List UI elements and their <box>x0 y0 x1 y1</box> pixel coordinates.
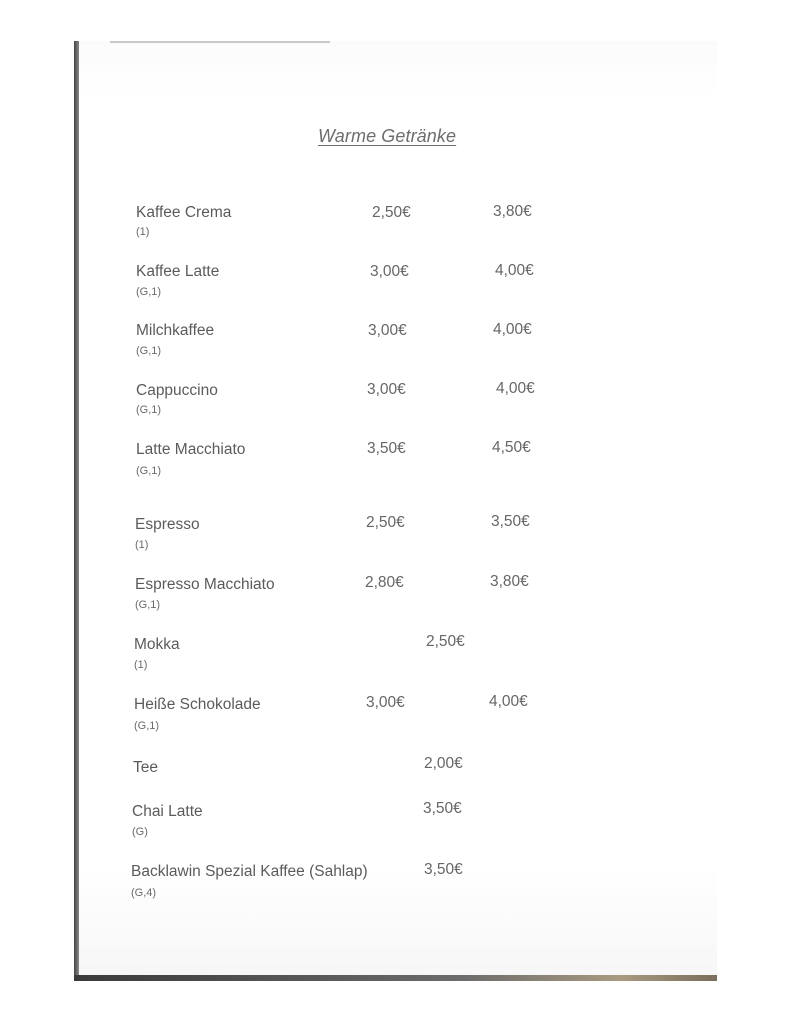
price-large: 3,50€ <box>491 513 530 530</box>
item-name: Backlawin Spezial Kaffee (Sahlap) <box>131 863 368 880</box>
item-name: Espresso <box>135 516 200 533</box>
item-allergens: (G) <box>132 826 148 838</box>
item-name: Latte Macchiato <box>136 441 246 458</box>
item-allergens: (G,1) <box>136 345 162 357</box>
item-name: Espresso Macchiato <box>135 576 275 593</box>
price-single: 2,00€ <box>424 755 463 772</box>
price-large: 4,00€ <box>496 380 535 397</box>
price-large: 4,00€ <box>493 321 532 338</box>
price-large: 3,80€ <box>493 203 532 220</box>
menu-title: Warme Getränke <box>318 126 457 146</box>
price-small: 3,50€ <box>367 440 406 457</box>
item-allergens: (G,4) <box>131 887 157 899</box>
paper-bottom-shadow <box>74 975 717 981</box>
price-small: 2,80€ <box>365 574 404 591</box>
price-single: 2,50€ <box>426 633 465 650</box>
price-large: 4,00€ <box>495 262 534 279</box>
item-name: Kaffee Crema <box>136 204 232 221</box>
item-allergens: (1) <box>135 539 149 551</box>
price-small: 3,00€ <box>366 694 405 711</box>
price-large: 4,50€ <box>492 439 531 456</box>
price-single: 3,50€ <box>423 800 462 817</box>
price-small: 2,50€ <box>372 204 411 221</box>
item-name: Kaffee Latte <box>136 263 220 280</box>
item-allergens: (1) <box>134 659 148 671</box>
item-name: Heiße Schokolade <box>134 696 261 713</box>
item-name: Chai Latte <box>132 803 203 820</box>
item-name: Milchkaffee <box>136 322 215 339</box>
item-allergens: (G,1) <box>134 720 160 732</box>
item-name: Mokka <box>134 636 180 653</box>
paper-top-edge <box>110 41 330 43</box>
paper-sheet <box>74 41 717 981</box>
item-allergens: (1) <box>136 226 150 238</box>
paper-left-shadow <box>74 41 79 981</box>
item-name: Cappuccino <box>136 382 218 399</box>
price-small: 3,00€ <box>367 381 406 398</box>
item-allergens: (G,1) <box>136 465 162 477</box>
price-large: 4,00€ <box>489 693 528 710</box>
price-single: 3,50€ <box>424 861 463 878</box>
price-small: 3,00€ <box>368 322 407 339</box>
item-allergens: (G,1) <box>136 404 162 416</box>
item-allergens: (G,1) <box>135 599 161 611</box>
price-small: 3,00€ <box>370 263 409 280</box>
item-allergens: (G,1) <box>136 286 162 298</box>
item-name: Tee <box>133 759 158 776</box>
price-large: 3,80€ <box>490 573 529 590</box>
price-small: 2,50€ <box>366 514 405 531</box>
